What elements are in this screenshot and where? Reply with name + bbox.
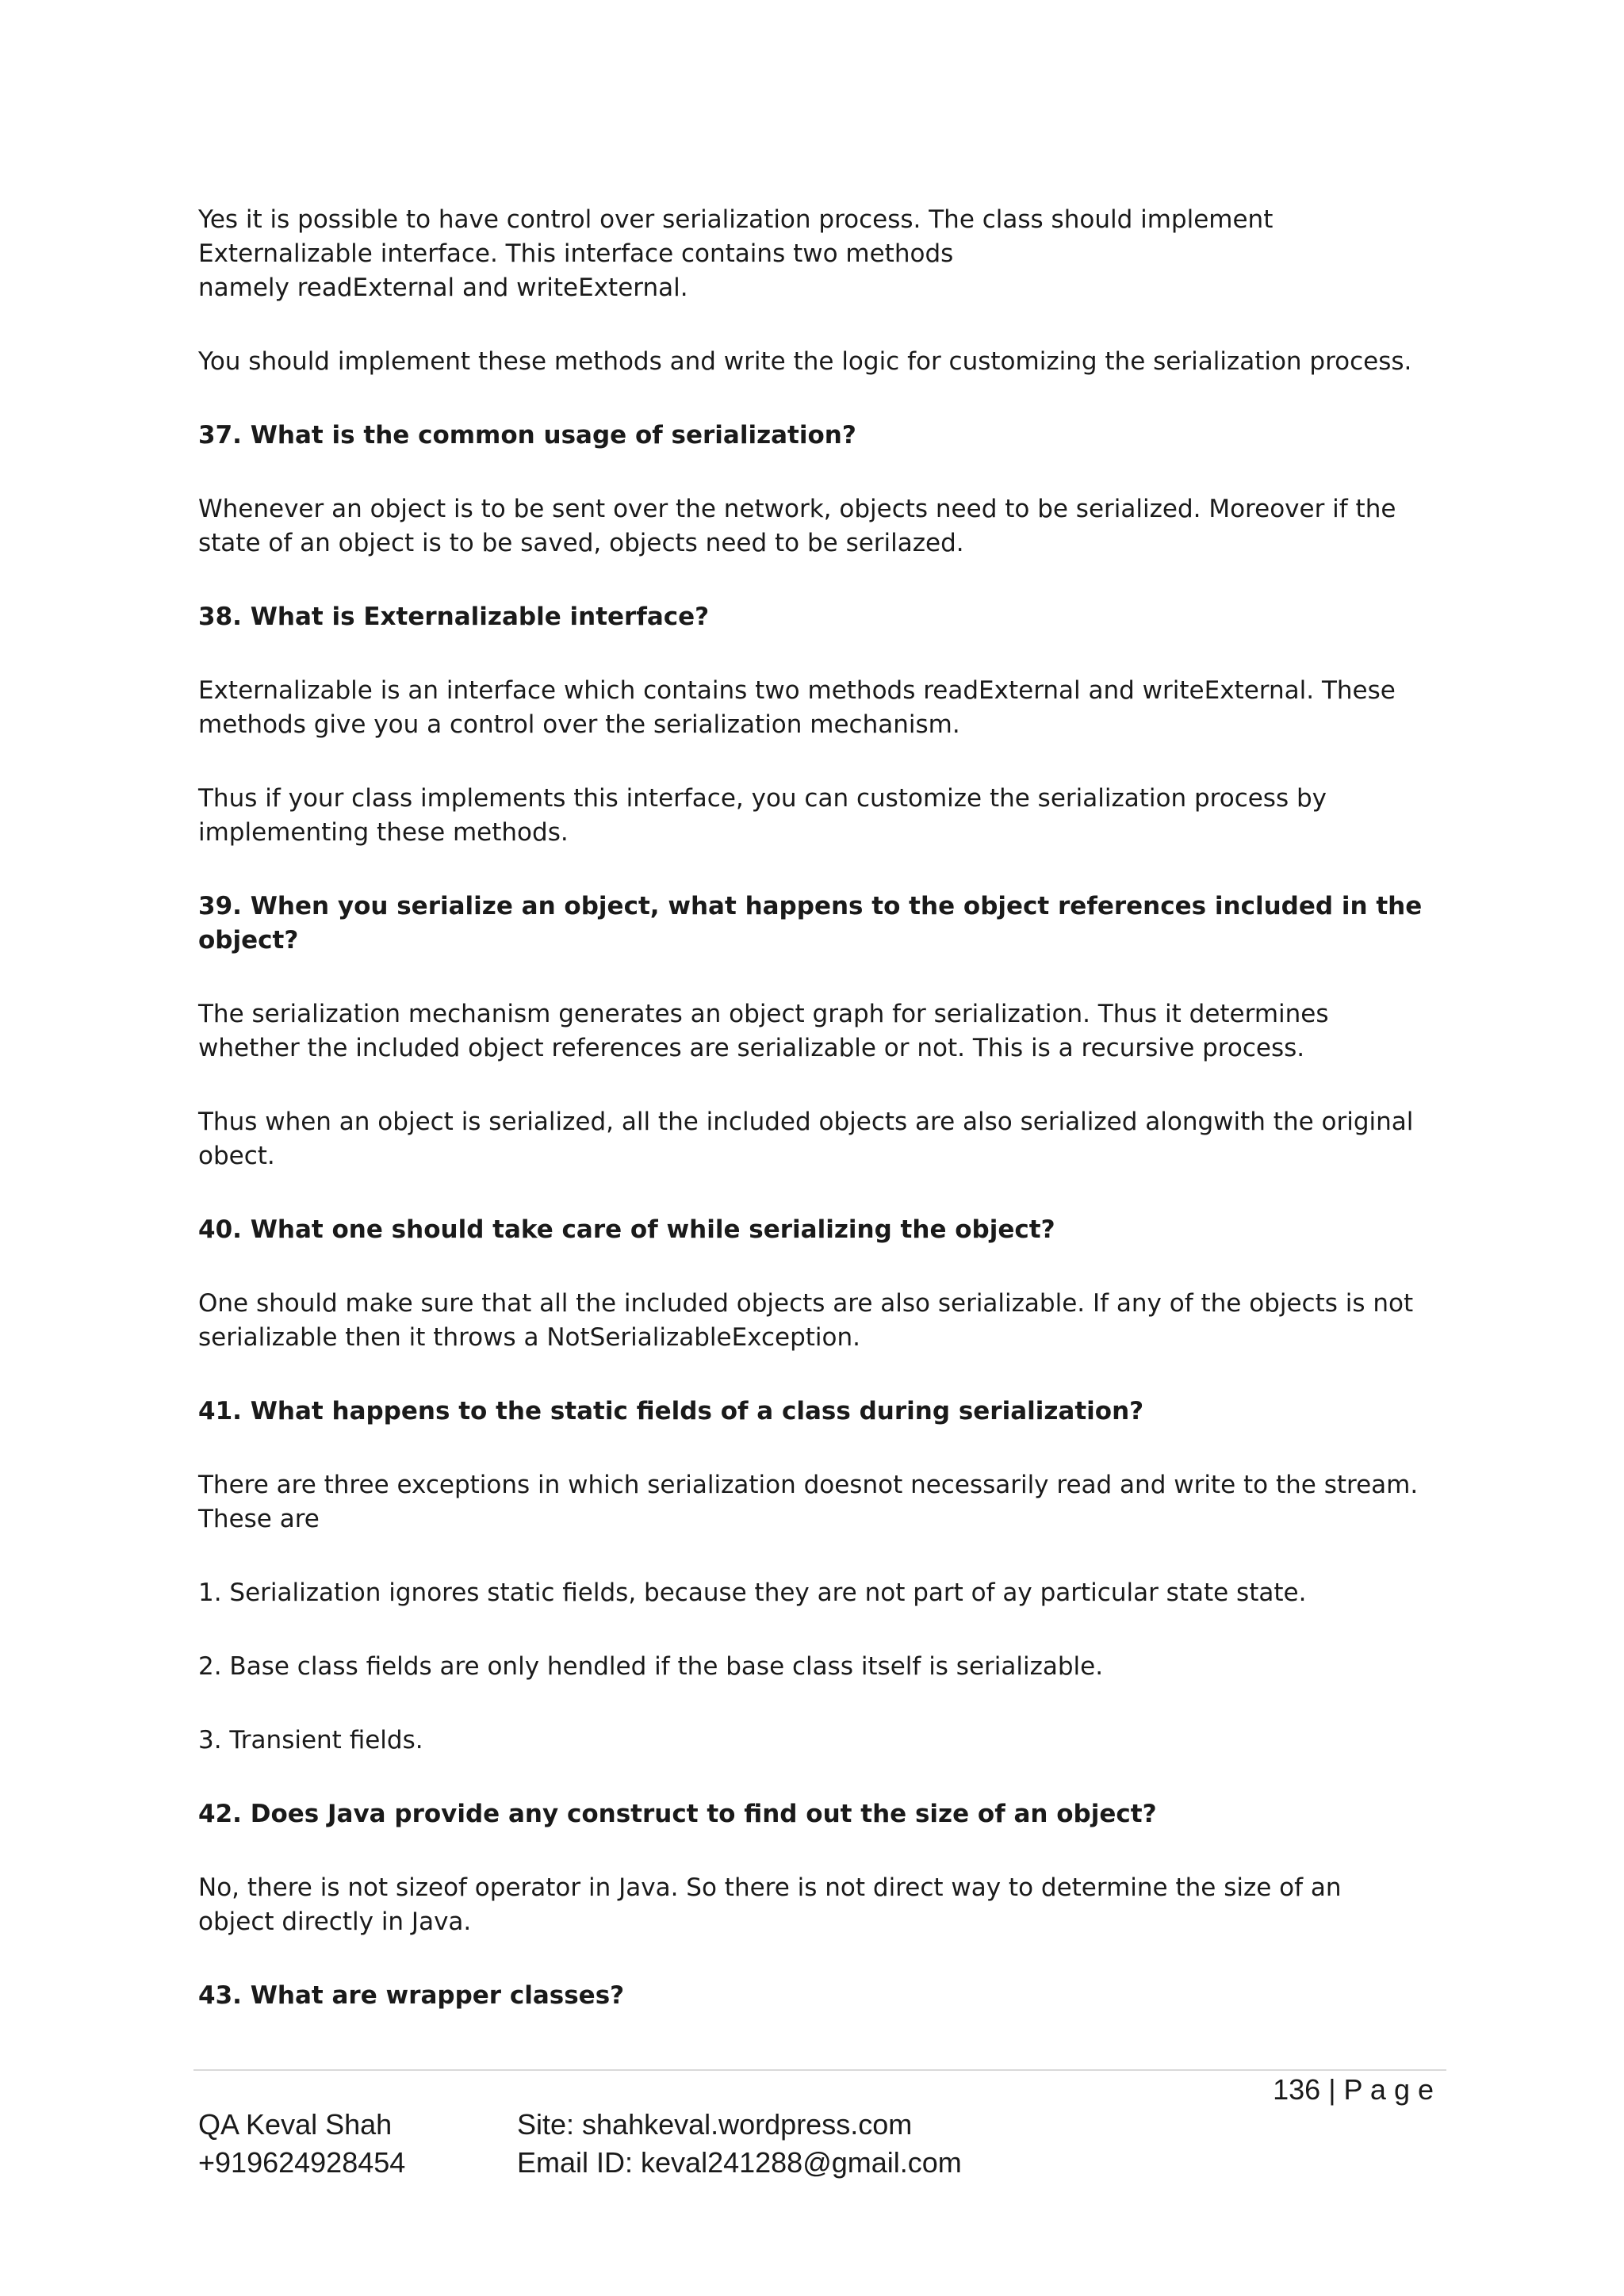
paragraph: There are three exceptions in which serialization doesnot necessarily read and write to the stream. These are [198,1471,1419,1533]
paragraph: Whenever an object is to be sent over the network, objects need to be serialized. Moreover if the state of an object is to be saved, objects need to be serilazed. [198,495,1396,557]
question-heading: 37. What is the common usage of serialization? [198,421,856,450]
list-item: 3. Transient fields. [198,1726,423,1755]
question-heading: 39. When you serialize an object, what happens to the object references included in the object? [198,892,1423,955]
question-heading: 42. Does Java provide any construct to find out the size of an object? [198,1800,1157,1828]
paragraph: Externalizable is an interface which contains two methods readExternal and writeExternal. These methods give you a control over the serialization mechanism. [198,676,1396,739]
footer-contact-right [517,2106,962,2182]
question-heading: 41. What happens to the static fields of a class during serialization? [198,1397,1144,1425]
paragraph: Thus when an object is serialized, all the included objects are also serialized alongwith the original obect. [198,1108,1414,1170]
list-item: 2. Base class fields are only hendled if the base class itself is serializable. [198,1652,1104,1681]
question-heading: 38. What is Externalizable interface? [198,603,710,631]
paragraph: The serialization mechanism generates an object graph for serialization. Thus it determines whether the included object references are serializable or not. This is a recursive process. [198,1000,1329,1062]
footer-contact-left [198,2106,405,2182]
paragraph: One should make sure that all the included objects are also serializable. If any of the objects is not serializable then it throws a NotSerializableException. [198,1289,1414,1352]
page-number: 136 | P a g e [1273,2073,1434,2106]
paragraph: You should implement these methods and write the logic for customizing the serialization process. [198,347,1412,376]
page-body [198,203,1451,2013]
list-item: 1. Serialization ignores static fields, because they are not part of ay particular state state. [198,1578,1307,1607]
footer-site: Site: shahkeval.wordpress.com [517,2108,913,2141]
footer-divider [193,2069,1446,2071]
paragraph: Yes it is possible to have control over serialization process. The class should implement Externalizable interface. This interface contains two methods namely readExternal and writeExternal. [198,205,1274,302]
paragraph: Thus if your class implements this interface, you can customize the serialization process by implementing these methods. [198,784,1327,847]
paragraph: No, there is not sizeof operator in Java. So there is not direct way to determine the size of an object directly in Java. [198,1873,1342,1936]
question-heading: 40. What one should take care of while serializing the object? [198,1215,1055,1244]
footer-email: Email ID: keval241288@gmail.com [517,2146,962,2179]
footer-phone: +919624928454 [198,2146,406,2179]
question-heading: 43. What are wrapper classes? [198,1981,625,2010]
footer-author: QA Keval Shah [198,2108,393,2141]
